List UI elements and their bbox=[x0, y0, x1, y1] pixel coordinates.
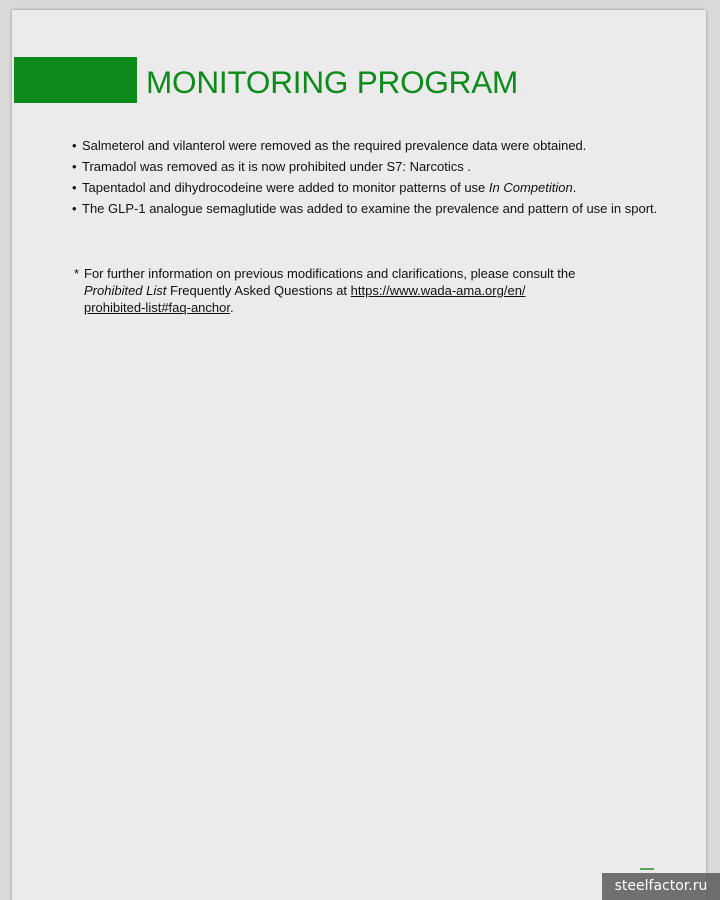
list-item bbox=[72, 179, 702, 196]
bullet-marker: • bbox=[72, 159, 77, 174]
bullet-marker: • bbox=[72, 138, 77, 153]
bullet-marker: • bbox=[72, 201, 77, 216]
list-item bbox=[72, 158, 702, 175]
bullet-list bbox=[72, 137, 702, 221]
list-item-text: Salmeterol and vilanterol were removed as the required prevalence data were obtained. bbox=[82, 138, 587, 153]
list-item-text: Tramadol was removed as it is now prohibited under S7: Narcotics . bbox=[82, 159, 471, 174]
footnote-text-middle: Frequently Asked Questions at bbox=[166, 283, 351, 298]
footnote-text: For further information on previous modifications and clarifications, please consult the bbox=[84, 266, 576, 281]
document-page bbox=[12, 10, 706, 900]
list-item-text: The GLP-1 analogue semaglutide was added to examine the prevalence and pattern of use in sport. bbox=[82, 201, 658, 216]
list-item-text: Tapentadol and dihydrocodeine were added to monitor patterns of use bbox=[82, 180, 489, 195]
faq-link-line2: prohibited-list#faq-anchor bbox=[84, 300, 230, 315]
footnote-italic-text: Prohibited List bbox=[84, 283, 167, 298]
watermark: steelfactor.ru bbox=[602, 873, 720, 900]
page-number-mark bbox=[640, 868, 654, 870]
footnote bbox=[74, 265, 634, 316]
list-item-italic-text: In Competition bbox=[488, 180, 573, 195]
footnote-body bbox=[74, 265, 634, 316]
bullet-marker: • bbox=[72, 180, 77, 195]
list-item bbox=[72, 200, 702, 217]
faq-link-line1: https://www.wada-ama.org/en/ bbox=[350, 283, 526, 298]
footnote-marker: * bbox=[74, 266, 80, 281]
list-item-text-end: . bbox=[572, 180, 577, 195]
list-item bbox=[72, 137, 702, 154]
header-accent-bar bbox=[14, 57, 137, 103]
footnote-text-end: . bbox=[229, 300, 234, 315]
page-title: MONITORING PROGRAM bbox=[146, 64, 519, 100]
